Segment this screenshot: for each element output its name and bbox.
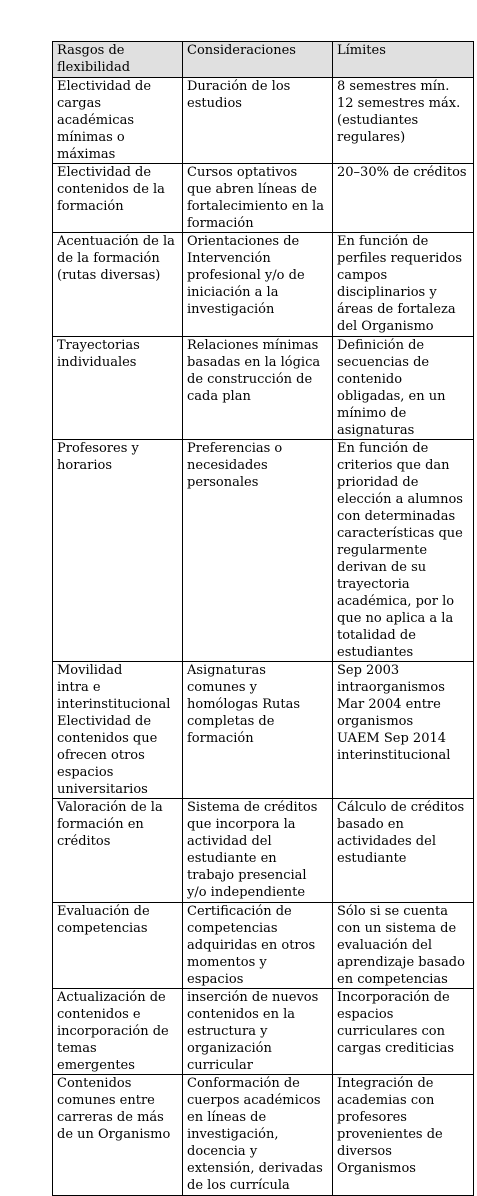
- header-consideraciones: Consideraciones: [183, 42, 333, 78]
- rasgo-cell: Electividad de cargas académicas mínimas o máximas: [53, 78, 183, 164]
- consideracion-cell: Certificación de competencias adquiridas en otros momentos y espacios: [183, 903, 333, 989]
- header-limites: Límites: [333, 42, 474, 78]
- rasgo-cell: Contenidos comunes entre carreras de más de un Organismo: [53, 1075, 183, 1196]
- rasgo-cell: Electividad de contenidos de la formación: [53, 164, 183, 233]
- header-rasgos: Rasgos de flexibilidad: [53, 42, 183, 78]
- table-row: [53, 989, 474, 1075]
- limite-cell: Sólo si se cuenta con un sistema de evaluación del aprendizaje basado en competencias: [333, 903, 474, 989]
- rasgo-cell: Trayectorias individuales: [53, 337, 183, 440]
- table-row: [53, 337, 474, 440]
- table-row: [53, 164, 474, 233]
- flexibility-table: [52, 41, 474, 1196]
- consideracion-cell: Duración de los estudios: [183, 78, 333, 164]
- rasgo-cell: Actualización de contenidos e incorporación de temas emergentes: [53, 989, 183, 1075]
- rasgo-cell: Profesores y horarios: [53, 440, 183, 662]
- rasgo-cell: Evaluación de competencias: [53, 903, 183, 989]
- consideracion-cell: Cursos optativos que abren líneas de fortalecimiento en la formación: [183, 164, 333, 233]
- rasgo-cell: Acentuación de la de la formación (rutas diversas): [53, 233, 183, 337]
- limite-cell: Integración de academias con profesores provenientes de diversos Organismos: [333, 1075, 474, 1196]
- table-row: [53, 78, 474, 164]
- limite-cell: Definición de secuencias de contenido obligadas, en un mínimo de asignaturas: [333, 337, 474, 440]
- consideracion-cell: Relaciones mínimas basadas en la lógica de construcción de cada plan: [183, 337, 333, 440]
- table-row: [53, 799, 474, 903]
- limite-cell: Sep 2003 intraorganismos Mar 2004 entre organismos UAEM Sep 2014 interinstitucional: [333, 662, 474, 799]
- limite-cell: En función de perfiles requeridos campos disciplinarios y áreas de fortaleza del Organismo: [333, 233, 474, 337]
- consideracion-cell: Sistema de créditos que incorpora la actividad del estudiante en trabajo presencial y/o independiente: [183, 799, 333, 903]
- consideracion-cell: inserción de nuevos contenidos en la estructura y organización curricular: [183, 989, 333, 1075]
- consideracion-cell: Conformación de cuerpos académicos en líneas de investigación, docencia y extensión, derivadas de los currícula: [183, 1075, 333, 1196]
- consideracion-cell: Preferencias o necesidades personales: [183, 440, 333, 662]
- rasgo-cell: Movilidad intra e interinstitucional Electividad de contenidos que ofrecen otros espacios universitarios: [53, 662, 183, 799]
- consideracion-cell: Asignaturas comunes y homólogas Rutas completas de formación: [183, 662, 333, 799]
- limite-cell: 8 semestres mín. 12 semestres máx. (estudiantes regulares): [333, 78, 474, 164]
- limite-cell: Cálculo de créditos basado en actividades del estudiante: [333, 799, 474, 903]
- table-row: [53, 903, 474, 989]
- limite-cell: En función de criterios que dan prioridad de elección a alumnos con determinadas características que regularmente derivan de su trayectoria académica, por lo que no aplica a la totalidad de estudiantes: [333, 440, 474, 662]
- table-row: [53, 662, 474, 799]
- table-header-row: [53, 42, 474, 78]
- table-row: [53, 440, 474, 662]
- limite-cell: 20–30% de créditos: [333, 164, 474, 233]
- limite-cell: Incorporación de espacios curriculares con cargas crediticias: [333, 989, 474, 1075]
- table-row: [53, 1075, 474, 1196]
- rasgo-cell: Valoración de la formación en créditos: [53, 799, 183, 903]
- table-row: [53, 233, 474, 337]
- consideracion-cell: Orientaciones de Intervención profesional y/o de iniciación a la investigación: [183, 233, 333, 337]
